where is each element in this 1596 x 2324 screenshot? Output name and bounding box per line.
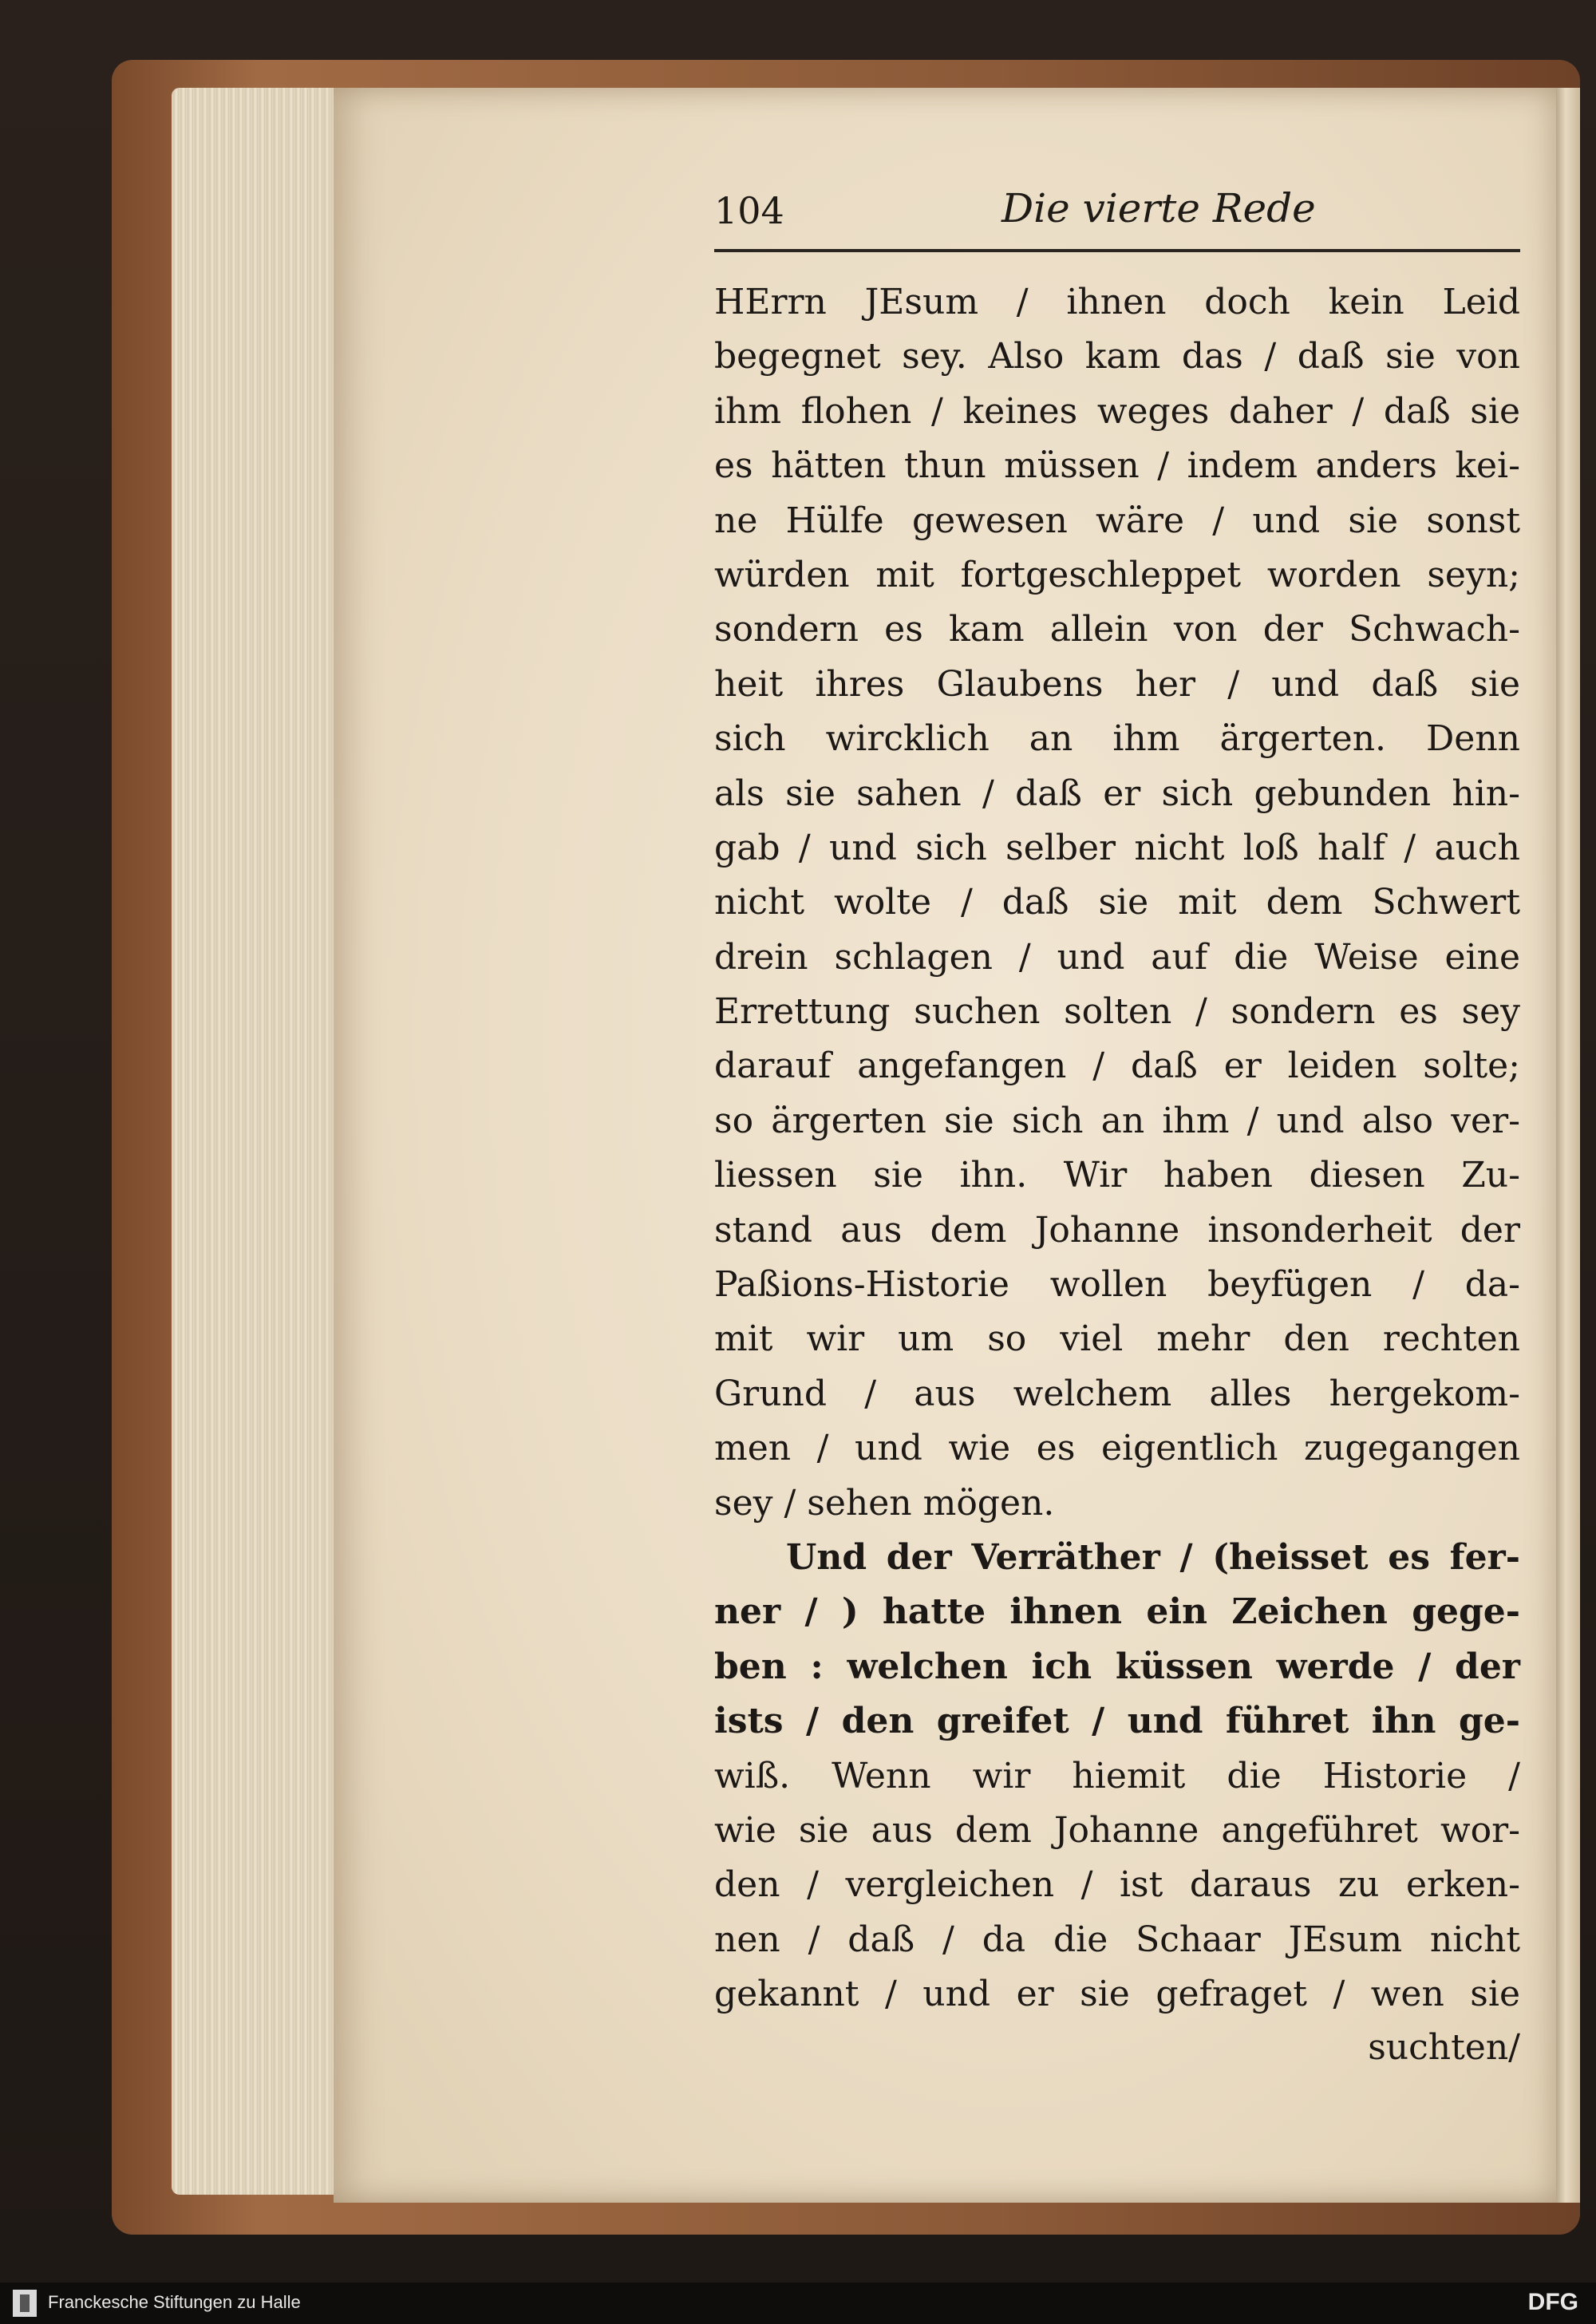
text-line: begegnet sey. Also kam das / daß sie von	[714, 336, 1520, 377]
running-title: Die vierte Rede	[1001, 185, 1316, 231]
page-header	[714, 185, 1520, 241]
text-line: ben : welchen ich küssen werde / der	[714, 1646, 1520, 1687]
text-line: wie sie aus dem Johanne angeführet wor-	[714, 1809, 1520, 1851]
text-line: darauf angefangen / daß er leiden solte;	[714, 1045, 1520, 1087]
text-line: stand aus dem Johanne insonderheit der	[714, 1209, 1520, 1251]
text-line: den / vergleichen / ist daraus zu erken-	[714, 1864, 1520, 1906]
catchword: suchten/	[1368, 2027, 1520, 2068]
text-line: ner / ) hatte ihnen ein Zeichen gege-	[714, 1591, 1520, 1633]
text-line: Und der Verräther / (heisset es fer-	[786, 1536, 1520, 1578]
text-line: ihm flohen / keines weges daher / daß sie	[714, 390, 1520, 432]
text-line: liessen sie ihn. Wir haben diesen Zu-	[714, 1155, 1520, 1196]
text-line: sey / sehen mögen.	[714, 1482, 1055, 1524]
text-line: sondern es kam allein von der Schwach-	[714, 609, 1520, 650]
text-line: ists / den greifet / und führet ihn ge-	[714, 1701, 1520, 1742]
facing-page-edge	[1556, 88, 1580, 2203]
text-line: ne Hülfe gewesen wäre / und sie sonst	[714, 500, 1520, 541]
text-line: sich wircklich an ihm ärgerten. Denn	[714, 718, 1520, 760]
header-rule	[714, 249, 1520, 252]
text-line: drein schlagen / und auf die Weise eine	[714, 936, 1520, 978]
text-line: es hätten thun müssen / indem anders kei-	[714, 445, 1520, 487]
text-line: nicht wolte / daß sie mit dem Schwert	[714, 882, 1520, 923]
text-line: so ärgerten sie sich an ihm / und also ver-	[714, 1100, 1520, 1141]
text-line: nen / daß / da die Schaar JEsum nicht	[714, 1919, 1520, 1960]
text-line: HErrn JEsum / ihnen doch kein Leid	[714, 282, 1520, 322]
text-line: heit ihres Glaubens her / und daß sie	[714, 663, 1520, 705]
text-line: gab / und sich selber nicht loß half / auch	[714, 827, 1520, 868]
text-line: men / und wie es eigentlich zugegangen	[714, 1428, 1520, 1469]
institution-logo-icon	[13, 2290, 37, 2317]
text-line: mit wir um so viel mehr den rechten	[714, 1318, 1520, 1360]
page-number: 104	[714, 189, 784, 232]
text-line: gekannt / und er sie gefraget / wen sie	[714, 1974, 1520, 2015]
dfg-logo: DFG	[1527, 2289, 1578, 2315]
text-line: wiß. Wenn wir hiemit die Historie /	[714, 1755, 1520, 1796]
body-text	[714, 275, 1520, 2022]
text-line: würden mit fortgeschleppet worden seyn;	[714, 554, 1520, 595]
text-line: als sie sahen / daß er sich gebunden hin-	[714, 773, 1520, 814]
footer-bar	[0, 2282, 1596, 2324]
text-line: Errettung suchen solten / sondern es sey	[714, 991, 1520, 1033]
page-edges	[172, 88, 335, 2195]
text-line: Grund / aus welchem alles hergekom-	[714, 1373, 1520, 1414]
text-line: Paßions-Historie wollen beyfügen / da-	[714, 1264, 1520, 1306]
institution-name: Franckesche Stiftungen zu Halle	[48, 2292, 301, 2312]
